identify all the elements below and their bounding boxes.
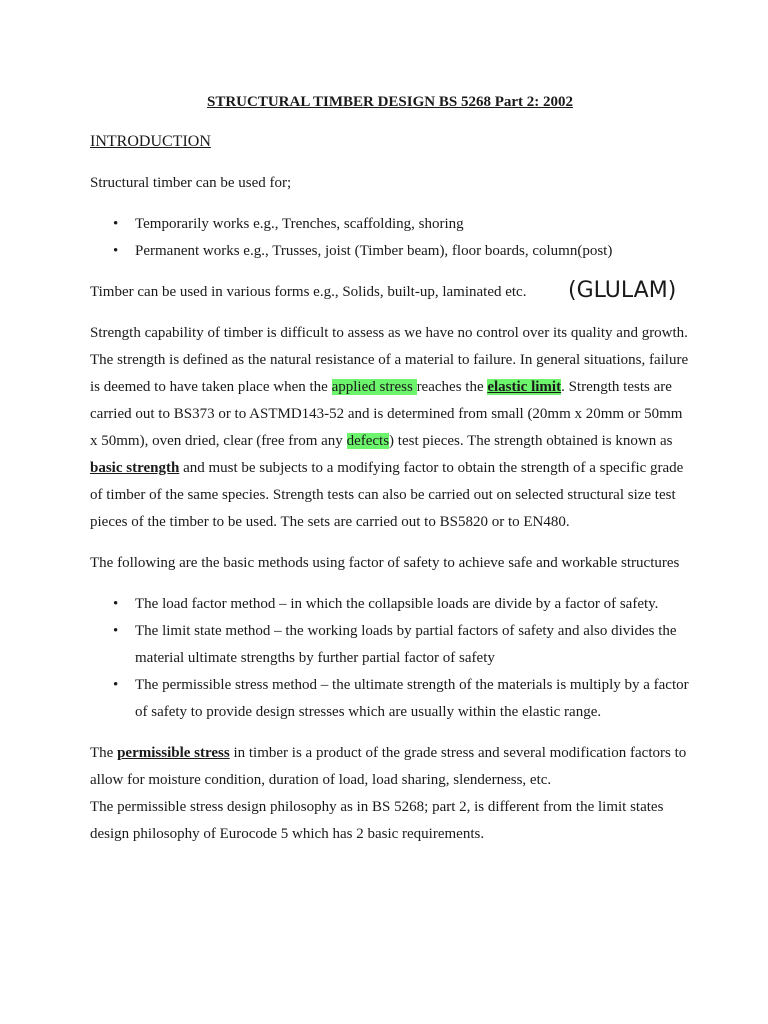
methods-list	[90, 591, 690, 726]
intro-text: Structural timber can be used for;	[90, 175, 292, 191]
list-item: • The permissible stress method – the ultimate strength of the materials is multiply by a factor of safety to provide design stresses which are usually within the elastic range.	[135, 672, 690, 726]
bullet-icon: •	[113, 216, 119, 232]
forms-line	[90, 279, 690, 306]
section-heading: INTRODUCTION	[90, 133, 211, 150]
highlight-applied-stress: applied stress	[331, 379, 417, 395]
bullet-icon: •	[113, 243, 119, 259]
svg-text:(GLULAM): (GLULAM)	[568, 278, 677, 303]
philosophy-text: The permissible stress design philosophy as in BS 5268; part 2, is different from the limit states design philosophy of Eurocode 5 which has 2 basic requirements.	[90, 799, 664, 842]
bullet-icon: •	[113, 677, 119, 693]
strength-paragraph: Strength capability of timber is difficult to assess as we have no control over its quality and growth. The strength is defined as the natural resistance of a material to failure. In general situations, failure is deemed to have taken place when the applied stress reaches the elastic limit. Strength tests are carried out to BS373 or to ASTMD143-52 and is determined from small (20mm x 20mm or 50mm x 50mm), oven dried, clear (free from any defects) test pieces. The strength obtained is known as basic strength and must be subjects to a modifying factor to obtain the strength of a specific grade of timber of the same species. Strength tests can also be carried out on selected structural size test pieces of the timber to be used. The sets are carried out to BS5820 or to EN480.	[90, 325, 689, 530]
document-title: STRUCTURAL TIMBER DESIGN BS 5268 Part 2: 2002	[206, 94, 574, 110]
handwritten-note-glulam	[566, 267, 677, 307]
list-item: • The limit state method – the working loads by partial factors of safety and also divides the material ultimate strengths by further partial factor of safety	[135, 618, 690, 672]
highlight-elastic-limit: elastic limit	[487, 379, 562, 395]
permissible-paragraph: The permissible stress in timber is a product of the grade stress and several modification factors to allow for moisture condition, duration of load, load sharing, slenderness, etc.	[90, 745, 687, 788]
document-page	[90, 90, 690, 848]
bullet-icon: •	[113, 596, 119, 612]
list-item: • The load factor method – in which the collapsible loads are divide by a factor of safety.	[135, 591, 690, 618]
forms-text: Timber can be used in various forms e.g., Solids, built-up, laminated etc.	[90, 284, 527, 300]
methods-intro: The following are the basic methods using factor of safety to achieve safe and workable structures	[90, 555, 680, 571]
highlight-defects: defects	[346, 433, 390, 449]
term-permissible-stress: permissible stress	[117, 745, 230, 761]
list-item: • Permanent works e.g., Trusses, joist (Timber beam), floor boards, column(post)	[135, 238, 690, 265]
list-item: • Temporarily works e.g., Trenches, scaffolding, shoring	[135, 211, 690, 238]
bullet-icon: •	[113, 623, 119, 639]
term-basic-strength: basic strength	[90, 460, 180, 476]
uses-list	[90, 211, 690, 265]
